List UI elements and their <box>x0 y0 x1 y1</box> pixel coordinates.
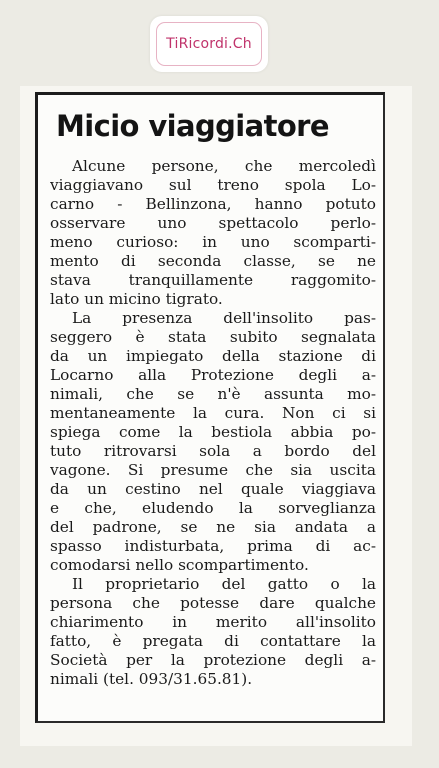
article-line: tuto ritrovarsi sola a bordo del <box>50 442 376 460</box>
article-line: Società per la protezione degli a- <box>50 651 376 669</box>
watermark-logo <box>150 16 268 72</box>
newspaper-clipping <box>35 92 385 723</box>
article-line: comodarsi nello scompartimento. <box>50 556 309 574</box>
article-line: viaggiavano sul treno spola Lo- <box>50 176 376 194</box>
article-line: persona che potesse dare qualche <box>50 594 376 612</box>
article-line: stava tranquillamente raggomito- <box>50 271 376 289</box>
article-line: spasso indisturbata, prima di ac- <box>50 537 376 555</box>
article-line: mento di seconda classe, se ne <box>50 252 376 270</box>
article-line: meno curioso: in uno scomparti- <box>50 233 376 251</box>
article-line: Locarno alla Protezione degli a- <box>50 366 376 384</box>
article-line: lato un micino tigrato. <box>50 290 223 308</box>
article-line: da un cestino nel quale viaggiava <box>50 480 376 498</box>
article-line: nimali (tel. 093/31.65.81). <box>50 670 253 688</box>
article-line: e che, eludendo la sorveglianza <box>50 499 376 517</box>
article-body <box>50 157 376 689</box>
article-line: mentaneamente la cura. Non ci si <box>50 404 376 422</box>
article-line: del padrone, se ne sia andata a <box>50 518 376 536</box>
logo-text: TiRicordi.Ch <box>166 36 252 52</box>
article-line: chiarimento in merito all'insolito <box>50 613 376 631</box>
article-line: fatto, è pregata di contattare la <box>50 632 376 650</box>
article-line: nimali, che se n'è assunta mo- <box>50 385 376 403</box>
article-line: Alcune persone, che mercoledì <box>72 157 376 175</box>
article-line: spiega come la bestiola abbia po- <box>50 423 376 441</box>
article-line: vagone. Si presume che sia uscita <box>50 461 376 479</box>
article-headline: Micio viaggiatore <box>56 109 329 143</box>
article-line: La presenza dell'insolito pas- <box>72 309 376 327</box>
article-line: carno - Bellinzona, hanno potuto <box>50 195 376 213</box>
article-line: da un impiegato della stazione di <box>50 347 376 365</box>
article-line: osservare uno spettacolo perlo- <box>50 214 376 232</box>
article-line: seggero è stata subito segnalata <box>50 328 376 346</box>
article-line: Il proprietario del gatto o la <box>72 575 376 593</box>
